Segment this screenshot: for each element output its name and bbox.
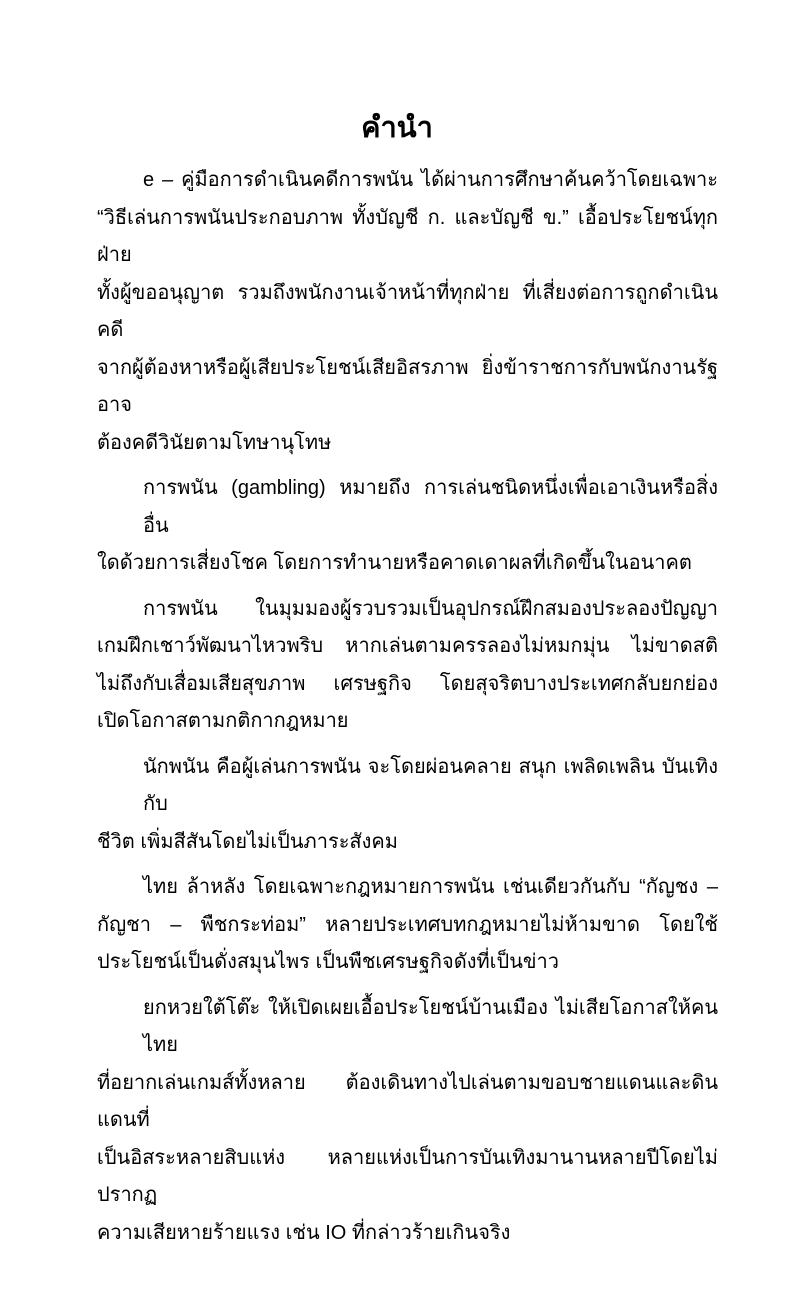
paragraph-2: [97, 470, 718, 583]
text-line: ต้องคดีวินัยตามโทษานุโทษ: [97, 431, 332, 454]
text-line: การพนัน ในมุมมองผู้รวบรวมเป็นอุปกรณ์ฝึกสมองประลองปัญญา: [143, 597, 718, 620]
text-line: ความเสียหายร้ายแรง เช่น IO ที่กล่าวร้ายเกินจริง: [97, 1221, 511, 1244]
text-line: ใดด้วยการเสี่ยงโชค โดยการทำนายหรือคาดเดาผลที่เกิดขึ้นในอนาคต: [97, 552, 692, 574]
text-line: ประโยชน์เป็นดั่งสมุนไพร เป็นพืชเศรษฐกิจดังที่เป็นข่าว: [97, 951, 560, 973]
text-line: นักพนัน คือผู้เล่นการพนัน จะโดยผ่อนคลาย สนุก เพลิดเพลิน บันเทิงกับ: [143, 755, 718, 815]
paragraph-1: [97, 162, 718, 462]
text-line: การพนัน (gambling) หมายถึง การเล่นชนิดหนึ่งเพื่อเอาเงินหรือสิ่งอื่น: [143, 477, 718, 537]
text-line: เป็นอิสระหลายสิบแห่ง หลายแห่งเป็นการบันเทิงมานานหลายปีโดยไม่ปรากฏ: [97, 1146, 718, 1206]
text-line: ไม่ถึงกับเสื่อมเสียสุขภาพ เศรษฐกิจ โดยสุจริตบางประเทศกลับยกย่อง: [97, 672, 718, 695]
text-line: กัญชา – พืชกระท่อม” หลายประเทศบทกฎหมายไม่ห้ามขาด โดยใช้: [97, 913, 718, 936]
text-line: “วิธีเล่นการพนันประกอบภาพ ทั้งบัญชี ก. และบัญชี ข.” เอื้อประโยชน์ทุกฝ่าย: [97, 206, 718, 266]
text-line: e – คู่มือการดำเนินคดีการพนัน ได้ผ่านการศึกษาค้นคว้าโดยเฉพาะ: [143, 169, 718, 191]
paragraph-5: [97, 869, 718, 982]
text-line: ชีวิต เพิ่มสีสันโดยไม่เป็นภาระสังคม: [97, 830, 398, 853]
page-title: คำนำ: [361, 112, 433, 144]
paragraph-4: [97, 749, 718, 862]
text-line: ที่อยากเล่นเกมส์ทั้งหลาย ต้องเดินทางไปเล่นตามขอบชายแดนและดินแดนที่: [97, 1071, 718, 1131]
text-line: ไทย ล้าหลัง โดยเฉพาะกฎหมายการพนัน เช่นเดียวกันกับ “กัญชง –: [143, 876, 718, 898]
text-line: เกมฝึกเชาว์พัฒนาไหวพริบ หากเล่นตามครรลองไม่หมกมุ่น ไม่ขาดสติ: [97, 635, 718, 657]
text-line: ทั้งผู้ขออนุญาต รวมถึงพนักงานเจ้าหน้าที่ทุกฝ่าย ที่เสี่ยงต่อการถูกดำเนินคดี: [97, 281, 718, 341]
text-line: จากผู้ต้องหาหรือผู้เสียประโยชน์เสียอิสรภาพ ยิ่งข้าราชการกับพนักงานรัฐอาจ: [97, 356, 718, 416]
text-line: เปิดโอกาสตามกติกากฎหมาย: [97, 710, 349, 732]
text-line: ยกหวยใต้โต๊ะ ให้เปิดเผยเอื้อประโยชน์บ้านเมือง ไม่เสียโอกาสให้คนไทย: [143, 996, 718, 1056]
paragraph-3: [97, 591, 718, 741]
paragraph-6: [97, 990, 718, 1253]
